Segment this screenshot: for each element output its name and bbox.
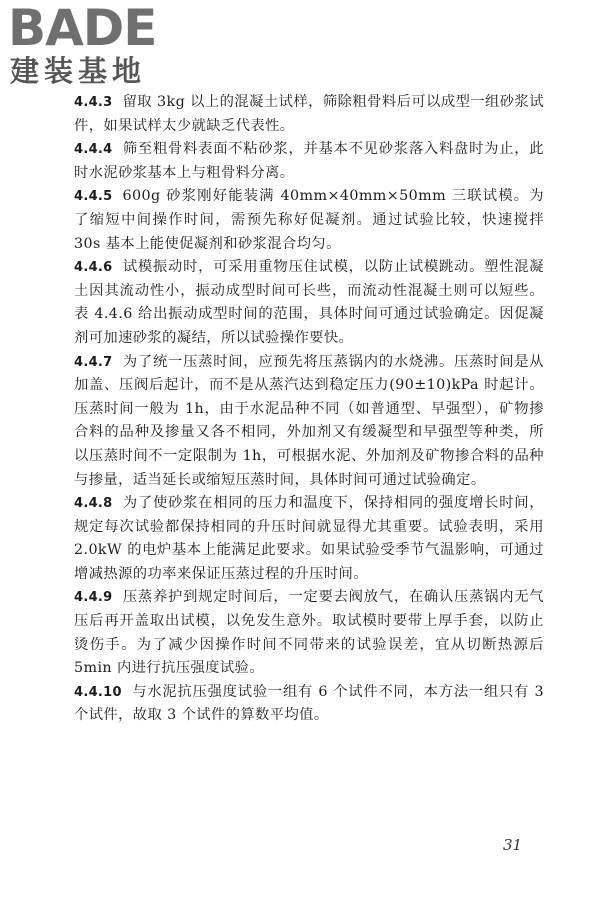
clause-text: 为了使砂浆在相同的压力和温度下，保持相同的强度增长时间，规定每次试验都保持相同的升压时间就显得尤其重要。试验表明，采用 2.0kW 的电炉基本上能满足此要求。如果试验受季节气温影响，可通过增减热源的功率来保证压蒸过程的升压时间。 [74, 495, 544, 582]
clause-text: 与水泥抗压强度试验一组有 6 个试件不同，本方法一组只有 3 个试件，故取 3 个试件的算数平均值。 [74, 683, 544, 724]
paragraph-4-4-7 [74, 351, 544, 493]
clause-text: 筛至粗骨料表面不粘砂浆，并基本不见砂浆落入料盘时为止，此时水泥砂浆基本上与粗骨料分离。 [74, 141, 544, 181]
paragraph-4-4-4 [74, 138, 544, 185]
logo-brand-text: BADE [8, 0, 157, 57]
clause-text: 试模振动时，可采用重物压住试模，以防止试模跳动。塑性混凝土因其流动性小，振动成型时间可长些，而流动性混凝土则可以短些。表 4.4.6 给出振动成型时间的范围，具体时间可通过试验确定。因促凝剂可加速砂浆的凝结，所以试验操作要快。 [74, 259, 544, 346]
paragraph-4-4-9 [74, 586, 544, 680]
document-body [74, 91, 544, 728]
clause-number: 4.4.7 [74, 354, 113, 370]
clause-number: 4.4.8 [74, 496, 113, 512]
bade-logo [8, 2, 178, 92]
clause-text: 留取 3kg 以上的混凝土试样，筛除粗骨料后可以成型一组砂浆试件，如果试样太少就缺乏代表性。 [74, 94, 544, 134]
page-number: 31 [503, 836, 523, 854]
clause-number: 4.4.3 [74, 95, 113, 110]
clause-number: 4.4.9 [74, 590, 113, 606]
clause-text: 为了统一压蒸时间，应预先将压蒸锅内的水烧沸。压蒸时间是从加盖、压阀后起计，而不是从蒸汽达到稳定压力(90±10)kPa 时起计。压蒸时间一般为 1h，由于水泥品种不同（如普通型、早强型），矿物掺合料的品种及掺量又各不相同，外加剂又有缓凝型和早强型等种类，所以压蒸时间不一定限制为 1h，可根据水泥、外加剂及矿物掺合料的品种与掺量，适当延长或缩短压蒸时间，具体时间可通过试验确定。 [74, 353, 544, 488]
paragraph-4-4-10 [74, 681, 544, 728]
clause-text: 600g 砂浆刚好能装满 40mm×40mm×50mm 三联试模。为了缩短中间操作时间，需预先称好促凝剂。通过试验比较，快速搅拌 30s 基本上能使促凝剂和砂浆混合均匀。 [74, 188, 544, 252]
clause-number: 4.4.5 [74, 189, 113, 205]
paragraph-4-4-6 [74, 256, 544, 350]
clause-number: 4.4.4 [74, 142, 113, 158]
logo-subtitle: 建装基地 [10, 54, 147, 88]
paragraph-4-4-8 [74, 492, 544, 586]
paragraph-4-4-5 [74, 185, 544, 256]
clause-number: 4.4.10 [74, 684, 122, 700]
clause-text: 压蒸养护到规定时间后，一定要去阀放气，在确认压蒸锅内无气压后再开盖取出试模，以免发生意外。取试模时要带上厚手套，以防止烫伤手。为了减少因操作时间不同带来的试验误差，宜从切断热源后 5min 内进行抗压强度试验。 [74, 589, 544, 677]
paragraph-4-4-3 [74, 91, 544, 138]
clause-number: 4.4.6 [74, 260, 113, 276]
